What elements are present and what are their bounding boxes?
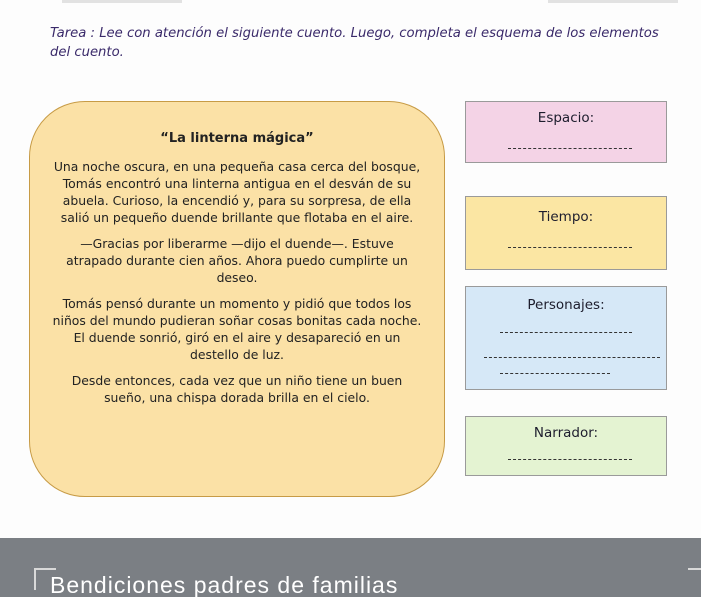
answer-line[interactable] (508, 148, 632, 149)
frame-corner (688, 568, 701, 590)
narrador-label: Narrador: (533, 425, 599, 441)
top-edge-line (548, 0, 678, 3)
footer-banner (0, 538, 701, 597)
tiempo-box (465, 196, 667, 270)
story-title: “La linterna mágica” (160, 131, 314, 146)
story-paragraph: Tomás pensó durante un momento y pidió que todos los niños del mundo pudieran soñar cosas bonitas cada noche. El duende sonrió, giró en el aire y desapareció en un destello de luz. (52, 296, 422, 362)
answer-line[interactable] (508, 459, 632, 460)
story-paragraph: —Gracias por liberarme —dijo el duende—. Estuve atrapado durante cien años. Ahora puedo cumplirte un deseo. (66, 236, 408, 285)
espacio-box (465, 101, 667, 163)
top-edge-line (62, 0, 182, 3)
task-instructions: Tarea : Lee con atención el siguiente cuento. Luego, completa el esquema de los elementos del cuento. (50, 26, 659, 60)
answer-line[interactable] (500, 332, 632, 333)
personajes-label: Personajes: (527, 297, 605, 313)
story-box (29, 101, 445, 497)
narrador-box (465, 416, 667, 476)
footer-title: Bendiciones padres de familias (50, 572, 399, 597)
answer-line[interactable] (484, 357, 660, 358)
personajes-box (465, 286, 667, 390)
espacio-label: Espacio: (537, 110, 595, 126)
answer-line[interactable] (508, 247, 632, 248)
story-paragraph: Una noche oscura, en una pequeña casa cerca del bosque, Tomás encontró una linterna antigua en el desván de su abuela. Curioso, la encendió y, para su sorpresa, de ella salió un pequeño duende brillante que flotaba en el aire. (53, 159, 421, 225)
answer-line[interactable] (500, 373, 610, 374)
tiempo-label: Tiempo: (538, 209, 594, 225)
story-paragraph: Desde entonces, cada vez que un niño tiene un buen sueño, una chispa dorada brilla en el cielo. (71, 373, 403, 405)
